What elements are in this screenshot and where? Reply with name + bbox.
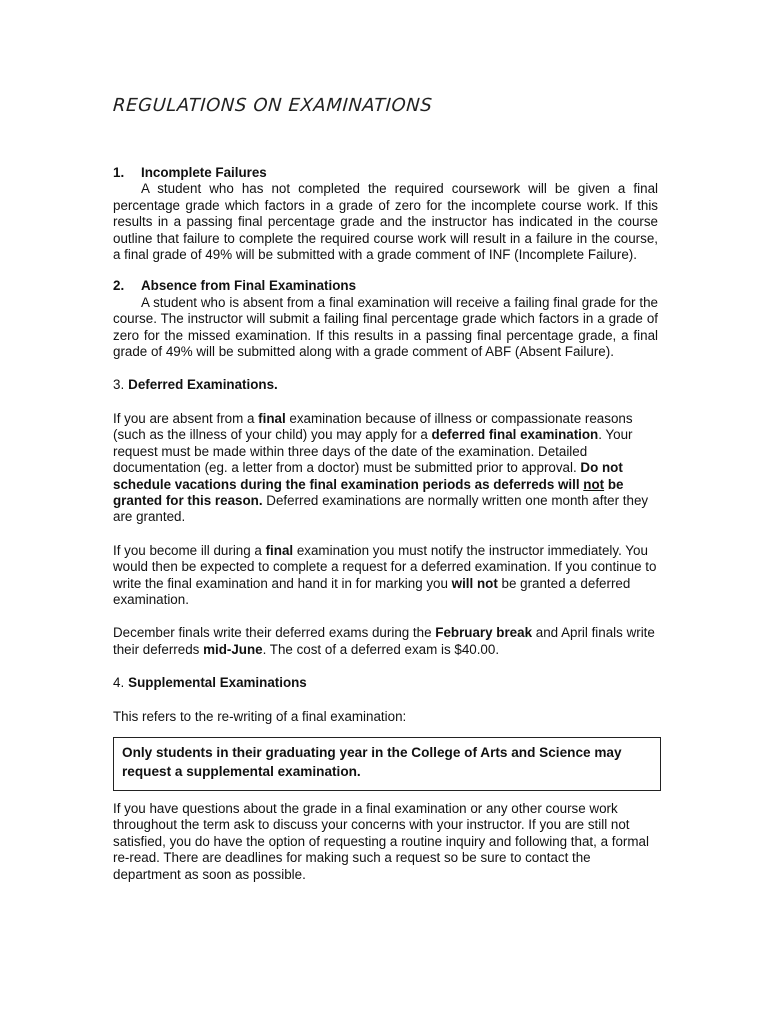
section-3-number: 3. — [113, 377, 125, 393]
section-1-heading — [113, 165, 658, 181]
section-2-title: Absence from Final Examinations — [141, 278, 357, 294]
section-3-heading — [113, 377, 658, 393]
section-2-heading — [113, 278, 658, 294]
section-4-heading — [113, 675, 658, 691]
section-2-number: 2. — [113, 278, 125, 294]
section-4-title: Supplemental Examinations — [128, 675, 307, 691]
section-3-paragraph-3: December finals write their deferred exams during the February break and April finals write their deferreds mid-June. The cost of a deferred exam is $40.00. — [113, 625, 655, 657]
section-1-title: Incomplete Failures — [141, 165, 267, 180]
section-4-closing-paragraph: If you have questions about the grade in a final examination or any other course work throughout the term ask to discuss your concerns with your instructor. If you are still not satisfied, you do have the option of requesting a routine inquiry and following that, a formal re-read. There are deadlines for making such a request so be sure to contact the department as soon as possible. — [113, 800, 649, 882]
section-2-body: A student who is absent from a final examination will receive a failing final grade for the course. The instructor will submit a failing final percentage grade which factors in a grade of zero for the missed examination. If this results in a passing final percentage grade, a final grade of 49% will be submitted along with a grade comment of ABF (Absent Failure). — [113, 294, 658, 360]
section-3-title: Deferred Examinations. — [128, 377, 278, 393]
section-3-paragraph-2: If you become ill during a final examination you must notify the instructor immediately. You would then be expected to complete a request for a deferred examination. If you continue to write the final examination and hand it in for marking you will not be granted a deferred examination. — [113, 542, 657, 607]
section-1-number: 1. — [113, 165, 125, 180]
document-title: REGULATIONS ON EXAMINATIONS — [112, 95, 434, 116]
section-4-intro: This refers to the re-writing of a final examination: — [113, 708, 407, 724]
section-4-number: 4. — [113, 675, 125, 691]
document-page — [113, 95, 658, 883]
supplemental-notice-box: Only students in their graduating year in the College of Arts and Science may request a supplemental examination. — [113, 737, 661, 791]
section-1-body: A student who has not completed the required coursework will be given a final percentage grade which factors in a grade of zero for the incomplete course work. If this results in a passing final percentage grade and the instructor has indicated in the course outline that failure to complete the required course work will result in a failure in the course, a final grade of 49% will be submitted with a grade comment of INF (Incomplete Failure). — [113, 181, 658, 263]
section-3-paragraph-1: If you are absent from a final examination because of illness or compassionate reasons (such as the illness of your child) you may apply for a deferred final examination. Your request must be made within three days of the date of the examination. Detailed documentation (eg. a letter from a doctor) must be submitted prior to approval. Do not schedule vacations during the final examination periods as deferreds will not be granted for this reason. Deferred examinations are normally written one month after they are granted. — [113, 410, 649, 525]
